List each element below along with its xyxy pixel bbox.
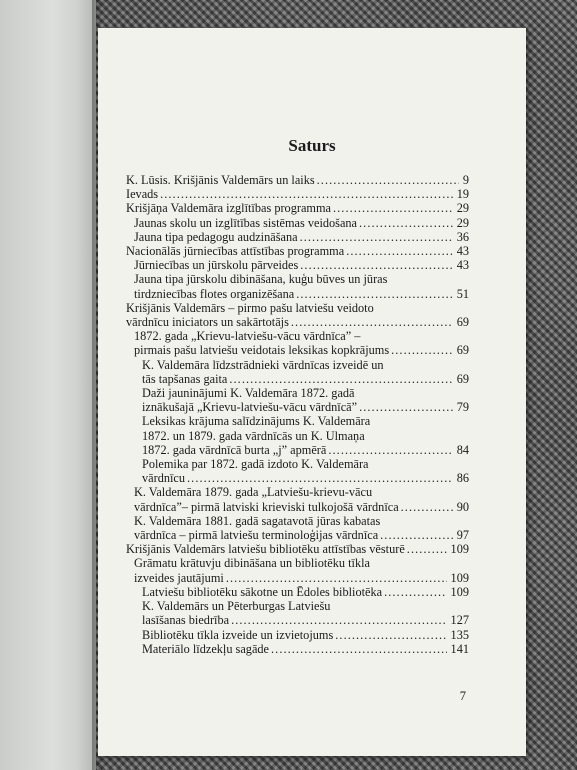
toc-entry-label [126, 542, 447, 556]
toc-entry-page: 79 [453, 400, 469, 414]
toc-entry-page: 36 [453, 230, 469, 244]
toc-entry-label [134, 272, 453, 300]
toc-entry-label [134, 514, 453, 542]
toc-entry-label [126, 301, 453, 329]
toc-entry-label [142, 386, 453, 414]
toc-entry-line: Jauna tipa jūrskolu dibināšana, kuģu būves un jūras [134, 272, 388, 287]
toc-entry-page: 109 [447, 542, 469, 556]
toc-entry-label [126, 173, 459, 187]
toc-entry-page: 109 [447, 571, 469, 585]
toc-entry-page: 29 [453, 216, 469, 230]
toc-entry-line: 1872. gada vārdnīcā burta „j” apmērā [142, 442, 327, 457]
toc-entry-line: Ievads [126, 187, 159, 202]
toc-entry-page: 97 [453, 528, 469, 542]
toc-entry-page: 9 [459, 173, 469, 187]
toc-entry [126, 457, 469, 485]
toc-entry-page: 141 [447, 642, 469, 656]
toc-entry-line: Leksikas krājuma salīdzinājums K. Valdemāra [142, 414, 371, 429]
toc-entry [126, 485, 469, 513]
toc-entry-line: K. Valdemārs un Pēterburgas Latviešu [142, 599, 331, 614]
toc-entry-label [142, 642, 447, 656]
toc-entry-label [142, 628, 447, 642]
left-page [0, 0, 96, 770]
toc-entry-line: K. Valdemāra 1879. gada „Latviešu-krievu-vācu [134, 485, 373, 500]
toc-entry-page: 86 [453, 471, 469, 485]
toc-entry-label [126, 244, 453, 258]
toc-entry-label [126, 201, 453, 215]
toc-entry [126, 414, 469, 457]
toc-entry [126, 216, 469, 230]
toc-entry [126, 599, 469, 627]
toc-entry-line: Krišjānis Valdemārs – pirmo pašu latviešu veidoto [126, 300, 374, 315]
toc-entry [126, 386, 469, 414]
toc-entry-page: 109 [447, 585, 469, 599]
toc-entry-line: Krišjāņa Valdemāra izglītības programma [126, 201, 331, 216]
toc-entry-line: Daži jauninājumi K. Valdemāra 1872. gadā [142, 386, 355, 401]
toc-entry [126, 556, 469, 584]
toc-entry [126, 628, 469, 642]
toc-entry [126, 230, 469, 244]
toc-entry [126, 258, 469, 272]
toc-entry-page: 43 [453, 244, 469, 258]
toc-entry [126, 201, 469, 215]
toc-entry-line: Jūrniecības un jūrskolu pārveides [134, 258, 299, 273]
toc-entry [126, 542, 469, 556]
toc-entry-line: lasīšanas biedrība [142, 613, 230, 628]
toc-entry-page: 127 [447, 613, 469, 627]
toc-entry-label [134, 230, 453, 244]
toc-entry [126, 329, 469, 357]
toc-entry-line: Nacionālās jūrniecības attīstības programma [126, 244, 345, 259]
toc-entry [126, 173, 469, 187]
toc-entry-label [134, 329, 453, 357]
toc-entry-line: vārdnīcu iniciators un sakārtotājs [126, 315, 289, 330]
toc-entry [126, 301, 469, 329]
toc-entry-line: K. Valdemāra līdzstrādnieki vārdnīcas izveidē un [142, 357, 384, 372]
toc-entry [126, 514, 469, 542]
table-of-contents [126, 173, 469, 656]
book-page [98, 28, 526, 756]
toc-entry-line: izveides jautājumi [134, 570, 224, 585]
toc-entry-line: Latviešu bibliotēku sākotne un Ēdoles bibliotēka [142, 584, 383, 599]
toc-entry-line: 1872. un 1879. gada vārdnīcās un K. Ulmaņa [142, 428, 365, 443]
toc-entry-line: Krišjānis Valdemārs latviešu bibliotēku attīstības vēsturē [126, 542, 405, 557]
toc-entry-page: 29 [453, 201, 469, 215]
toc-entry [126, 642, 469, 656]
toc-entry-line: Polemika par 1872. gadā izdoto K. Valdemāra [142, 457, 369, 472]
toc-entry-label [142, 585, 447, 599]
toc-entry-line: K. Lūsis. Krišjānis Valdemārs un laiks [126, 173, 315, 187]
toc-entry-page: 43 [453, 258, 469, 272]
page-title: Saturs [288, 136, 336, 155]
toc-entry-label [134, 485, 453, 513]
toc-entry-page: 90 [453, 500, 469, 514]
toc-entry-line: K. Valdemāra 1881. gadā sagatavotā jūras kabatas [134, 513, 381, 528]
toc-entry [126, 358, 469, 386]
toc-entry-page: 19 [453, 187, 469, 201]
toc-entry-line: 1872. gada „Krievu-latviešu-vācu vārdnīca” – [134, 329, 361, 344]
toc-entry-label [142, 599, 447, 627]
toc-entry-line: Bibliotēku tīkla izveide un izvietojums [142, 627, 334, 642]
toc-entry-page: 69 [453, 343, 469, 357]
toc-entry-line: tās tapšanas gaita [142, 371, 228, 386]
toc-entry [126, 272, 469, 300]
toc-entry-label [142, 457, 453, 485]
toc-entry-line: Jaunas skolu un izglītības sistēmas veidošana [134, 215, 358, 230]
toc-entry-page: 135 [447, 628, 469, 642]
toc-entry-line: Jauna tipa pedagogu audzināšana [134, 229, 298, 244]
toc-entry-line: iznākušajā „Krievu-latviešu-vācu vārdnīcā” [142, 400, 358, 415]
toc-entry-line: Grāmatu krātuvju dibināšana un bibliotēku tīkla [134, 556, 370, 571]
toc-entry-line: vārdnīca”– pirmā latviski krieviski tulkojošā vārdnīca [134, 499, 399, 514]
toc-entry-page: 69 [453, 315, 469, 329]
toc-entry-line: pirmais pašu latviešu veidotais leksikas kopkrājums [134, 343, 390, 358]
toc-entry-label [134, 556, 447, 584]
toc-entry-line: Materiālo līdzekļu sagāde [142, 641, 270, 656]
toc-entry-page: 84 [453, 443, 469, 457]
toc-entry-line: tirdzniecības flotes organizēšana [134, 286, 295, 301]
toc-entry-label [134, 216, 453, 230]
toc-entry-page: 69 [453, 372, 469, 386]
toc-entry-label [142, 358, 453, 386]
toc-entry [126, 585, 469, 599]
toc-entry-line: vārdnīcu [142, 471, 186, 486]
toc-entry-label [142, 414, 453, 457]
page-number: 7 [459, 689, 466, 703]
toc-entry-line: vārdnīca – pirmā latviešu terminoloģijas vārdnīca [134, 528, 379, 543]
toc-entry-page: 51 [453, 287, 469, 301]
toc-entry [126, 187, 469, 201]
toc-entry-label [126, 187, 453, 201]
toc-entry [126, 244, 469, 258]
toc-entry-label [134, 258, 453, 272]
